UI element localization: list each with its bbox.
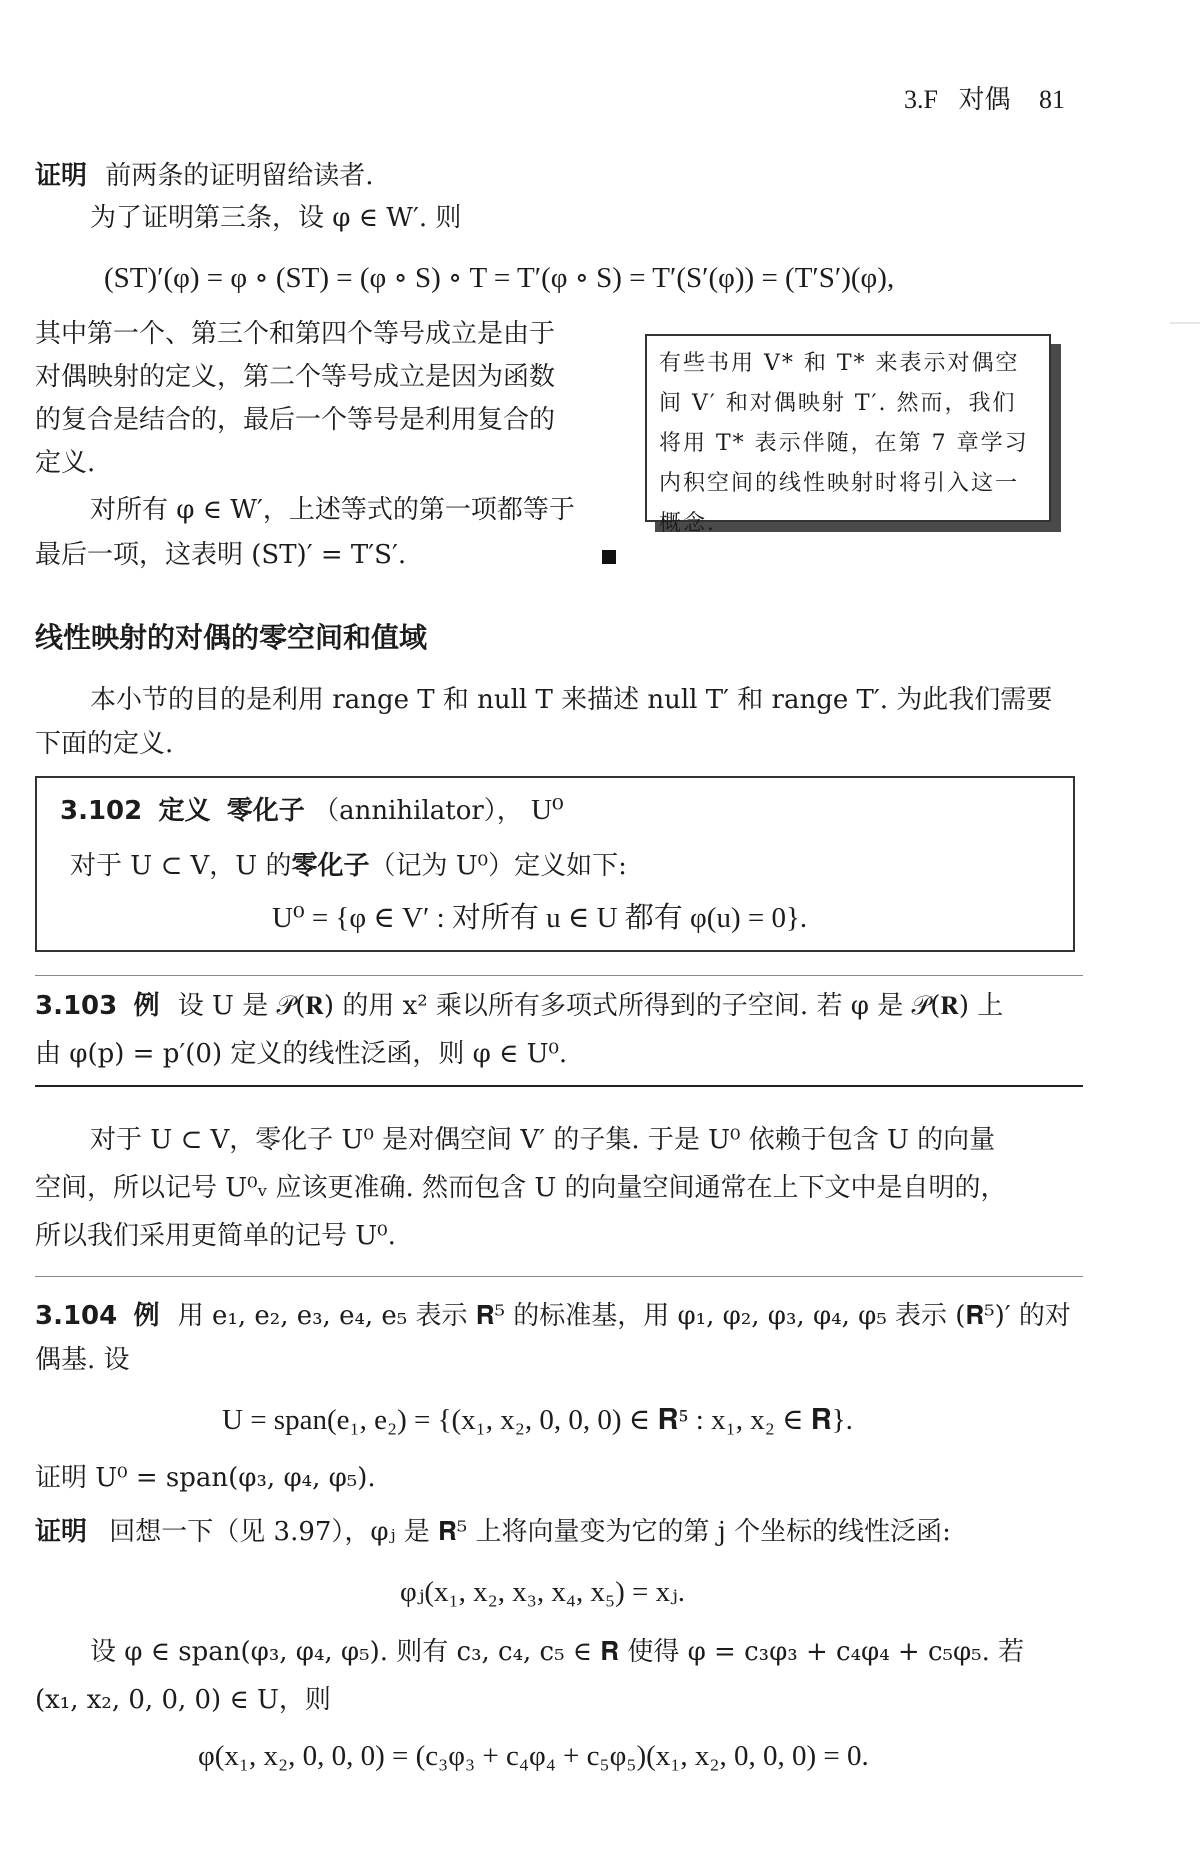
example-3104-line2: 偶基. 设 [35,1345,130,1375]
definition-kind: 定义 [158,796,211,826]
example-number: 3.104 [35,1301,118,1331]
proof2-text: 回想一下（见 3.97），φⱼ 是 𝐑⁵ 上将向量变为它的第 j 个坐标的线性泛函: [109,1517,951,1547]
qed-mark [602,550,616,564]
example-3103-line2: 由 φ(p) = p′(0) 定义的线性泛函，则 φ ∈ U⁰. [35,1039,568,1069]
header-section: 3.F [904,85,938,114]
definition-body-pre: 对于 U ⊂ V，U 的 [70,851,292,881]
proof2-line2: 设 φ ∈ span(φ₃, φ₄, φ₅). 则有 c₃, c₄, c₅ ∈ 𝐑 使得 φ = c₃φ₃ + c₄φ₄ + c₅φ₅. 若 [90,1637,1025,1667]
example-top-rule [35,1276,1083,1277]
sidenote-line: 间 V′ 和对偶映射 T′. 然而，我们 [659,391,1017,416]
sidenote-line: 将用 T* 表示伴随，在第 7 章学习 [659,431,1029,456]
sidenote-box [645,334,1051,536]
example-3103-text: 设 U 是 𝒫(𝐑) 的用 x² 乘以所有多项式所得到的子空间. 若 φ 是 𝒫(𝐑) 上 [177,991,1004,1021]
definition-body-term: 零化子 [291,851,370,881]
proof1-para-line1: 其中第一个、第三个和第四个等号成立是由于 [35,319,556,349]
example-kind: 例 [133,1301,160,1331]
example-3104-claim: 证明 U⁰ = span(φ₃, φ₄, φ₅). [35,1463,376,1493]
definition-formula: U⁰ = {φ ∈ V′ : 对所有 u ∈ U 都有 φ(u) = 0}. [272,902,808,934]
running-header [904,80,1065,120]
example-3103-line1 [35,986,1003,1026]
intro-line1: 本小节的目的是利用 range T 和 null T 来描述 null T′ 和 range T′. 为此我们需要 [90,685,1053,715]
example-bottom-rule [35,1085,1083,1087]
definition-title [60,790,564,831]
proof2-line1 [35,1512,951,1552]
proof1-concl-line2: 最后一项，这表明 (ST)′ = T′S′. [35,540,407,570]
proof1-concl-line1: 对所有 φ ∈ W′，上述等式的第一项都等于 [90,495,575,525]
remark-line3: 所以我们采用更简单的记号 U⁰. [35,1221,396,1251]
proof1-equation: (ST)′(φ) = φ ∘ (ST) = (φ ∘ S) ∘ T = T′(φ ∘ S) = T′(S′(φ)) = (T′S′)(φ), [104,262,895,294]
proof1-text: 前两条的证明留给读者. [105,161,374,191]
proof2-formula2: φ(x₁, x₂, 0, 0, 0) = (c₃φ₃ + c₄φ₄ + c₅φ₅)(x₁, x₂, 0, 0, 0) = 0. [198,1740,869,1772]
example-kind: 例 [133,991,160,1021]
intro-line2: 下面的定义. [35,729,174,759]
example-3104-text: 用 e₁, e₂, e₃, e₄, e₅ 表示 𝐑⁵ 的标准基，用 φ₁, φ₂, φ₃, φ₄, φ₅ 表示 (𝐑⁵)′ 的对 [177,1301,1071,1331]
example-number: 3.103 [35,991,118,1021]
proof2-line3: (x₁, x₂, 0, 0, 0) ∈ U，则 [35,1685,331,1715]
proof2-formula1: φⱼ(x₁, x₂, x₃, x₄, x₅) = xⱼ. [400,1576,686,1608]
definition-body-post: （记为 U⁰）定义如下: [369,851,627,881]
section-heading: 线性映射的对偶的零空间和值域 [35,621,428,654]
margin-mark [1170,322,1200,324]
example-3104-line1 [35,1296,1071,1336]
example-3104-formula: U = span(e₁, e₂) = {(x₁, x₂, 0, 0, 0) ∈ 𝐑⁵ : x₁, x₂ ∈ 𝐑}. [222,1404,853,1436]
remark-line2: 空间，所以记号 U⁰ᵥ 应该更准确. 然而包含 U 的向量空间通常在上下文中是自明的， [35,1173,1007,1203]
definition-body [70,846,627,886]
proof-label: 证明 [35,161,88,191]
header-title: 对偶 [958,85,1011,114]
definition-term: 零化子 [226,796,305,826]
definition-term-en: （annihilator）， [313,796,523,826]
proof1-line2: 为了证明第三条，设 φ ∈ W′. 则 [90,203,462,233]
remark-line1: 对于 U ⊂ V，零化子 U⁰ 是对偶空间 V′ 的子集. 于是 U⁰ 依赖于包含 U 的向量 [90,1125,996,1155]
sidenote-line: 概念. [659,511,716,536]
definition-number: 3.102 [60,796,143,826]
sidenote-line: 有些书用 V* 和 T* 来表示对偶空 [659,351,1020,376]
example-top-rule [35,975,1083,976]
proof1-para-line3: 的复合是结合的，最后一个等号是利用复合的 [35,405,556,435]
definition-symbol: U⁰ [531,794,564,826]
proof-label: 证明 [35,1517,88,1547]
proof1-line1 [35,156,374,196]
proof1-para-line2: 对偶映射的定义，第二个等号成立是因为函数 [35,362,556,392]
header-page-number: 81 [1038,85,1065,114]
sidenote-line: 内积空间的线性映射时将引入这一 [659,471,1020,496]
proof1-para-line4: 定义. [35,448,96,478]
